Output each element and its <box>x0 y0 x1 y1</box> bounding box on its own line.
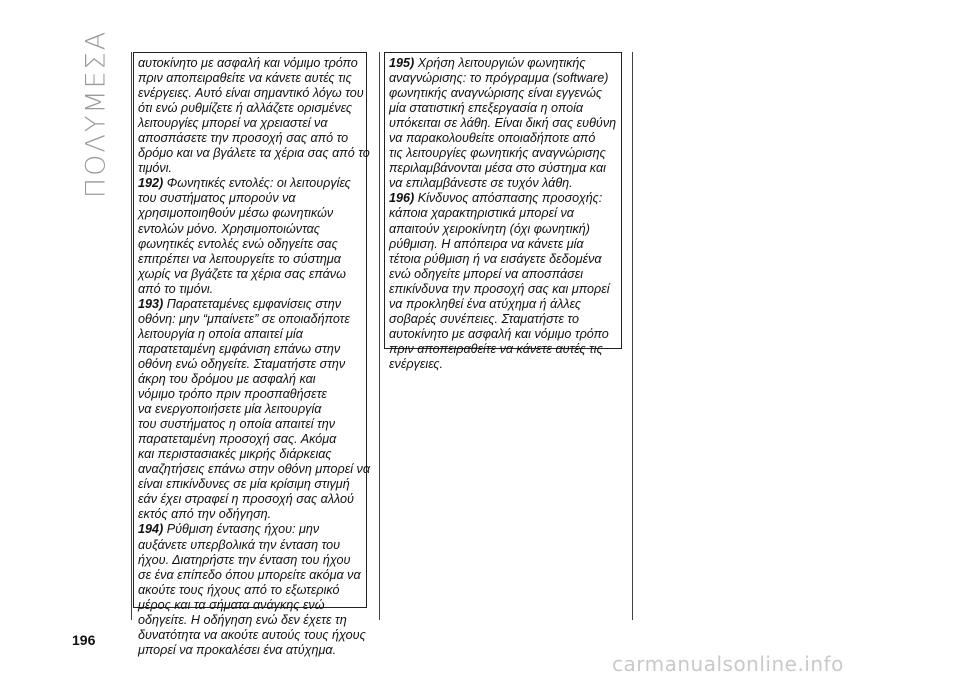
text-line: οθόνη: μην “μπαίνετε” σε οποιαδήποτε <box>138 311 350 326</box>
text-line: δρόμο και να βγάλετε τα χέρια σας από το <box>138 146 370 161</box>
text-line: τιμόνι. <box>138 161 173 176</box>
note-text: Κίνδυνος απόσπασης προσοχής: <box>417 191 603 206</box>
text-line: σε ένα επίπεδο όπου μπορείτε ακόμα να <box>138 567 361 582</box>
text-line: από το τιμόνι. <box>138 281 214 296</box>
warning-note-195 <box>389 56 617 191</box>
note-text: Παρατεταμένες εμφανίσεις στην <box>166 296 342 311</box>
text-line: του συστήματος μπορούν να <box>138 191 296 206</box>
text-line: να ενεργοποιήσετε μία λειτουργία <box>138 402 322 417</box>
column-divider-right <box>632 52 633 620</box>
warning-note-193 <box>138 296 371 523</box>
text-line: σοβαρές συνέπειες. Σταματήστε το <box>389 311 579 326</box>
text-line: οθόνη ενώ οδηγείτε. Σταματήστε στην <box>138 356 346 371</box>
note-number: 194) <box>138 522 164 537</box>
text-line: τέτοια ρύθμιση ή να εισάγετε δεδομένα <box>389 251 602 266</box>
text-line: φωνητικές εντολές ενώ οδηγείτε σας <box>138 236 338 251</box>
text-line: απαιτούν χειροκίνητη (όχι φωνητική) <box>389 221 590 236</box>
note-number: 192) <box>138 176 164 191</box>
text-line: να προκληθεί ένα ατύχημα ή άλλες <box>389 296 581 311</box>
text-line: εκτός από την οδήγηση. <box>138 507 272 522</box>
text-line: πριν αποπειραθείτε να κάνετε αυτές τις <box>389 341 603 356</box>
note-text: Ρύθμιση έντασης ήχου: μην <box>166 522 320 537</box>
warning-note-196 <box>389 191 617 372</box>
text-line: παρατεταμένη εμφάνιση επάνω στην <box>138 341 341 356</box>
warning-note-194 <box>138 522 366 657</box>
warning-note-192 <box>138 176 362 296</box>
note-number: 193) <box>138 296 164 311</box>
intro-paragraph <box>138 56 370 176</box>
text-line: του συστήματος η οποία απαιτεί την <box>138 417 336 432</box>
text-line: εντολών μόνο. Χρησιμοποιώντας <box>138 221 320 236</box>
text-line: οδηγείτε. Η οδήγηση ενώ δεν έχετε τη <box>138 612 347 627</box>
text-line: αναζητήσεις επάνω στην οθόνη μπορεί να <box>138 462 371 477</box>
text-line: χρησιμοποιηθούν μέσω φωνητικών <box>138 206 334 221</box>
note-first-line <box>138 522 362 537</box>
text-line: κάποια χαρακτηριστικά μπορεί να <box>389 206 574 221</box>
text-line: μέρος και τα σήματα ανάγκης ενώ <box>138 597 325 612</box>
note-number: 195) <box>389 56 415 70</box>
warning-box-right <box>384 52 622 371</box>
text-line: εάν έχει στραφεί η προσοχή σας αλλού <box>138 492 354 507</box>
column-divider-middle <box>379 52 380 620</box>
text-line: ενέργειες. Αυτό είναι σημαντικό λόγω του <box>138 86 364 101</box>
warning-box-left <box>133 52 371 657</box>
text-line: και περιστασιακές μικρής διάρκειας <box>138 447 332 462</box>
text-line: φωνητικής αναγνώρισης είναι εγγενώς <box>389 86 603 101</box>
text-line: επιτρέπει να λειτουργείτε το σύστημα <box>138 251 341 266</box>
note-number: 196) <box>389 191 415 206</box>
text-line: αναγνώρισης: το πρόγραμμα (software) <box>389 71 609 86</box>
text-line: αποσπάσετε την προσοχή σας από το <box>138 131 349 146</box>
text-line: αυτοκίνητο με ασφαλή και νόμιμο τρόπο <box>389 326 609 341</box>
note-first-line <box>389 56 617 71</box>
text-line: περιλαμβάνονται μέσα στο σύστημα και <box>389 161 606 176</box>
text-line: να παρακολουθείτε οποιαδήποτε από <box>389 131 596 146</box>
note-first-line <box>138 176 362 191</box>
text-line: ενέργειες. <box>389 356 444 371</box>
text-line: μπορεί να προκαλέσει ένα ατύχημα. <box>138 642 337 657</box>
text-line: ρύθμιση. Η απόπειρα να κάνετε μία <box>389 236 584 251</box>
text-line: ήχου. Διατηρήστε την ένταση του ήχου <box>138 552 351 567</box>
text-line: λειτουργίες μπορεί να χρειαστεί να <box>138 116 328 131</box>
column-divider-left <box>131 52 132 620</box>
text-line: λειτουργία η οποία απαιτεί μία <box>138 326 303 341</box>
text-line: χωρίς να βγάζετε τα χέρια σας επάνω <box>138 266 346 281</box>
text-line: υπόκειται σε λάθη. Είναι δική σας ευθύνη <box>389 116 617 131</box>
text-line: αυξάνετε υπερβολικά την ένταση του <box>138 537 341 552</box>
section-title-vertical <box>76 29 116 199</box>
note-text: Φωνητικές εντολές: οι λειτουργίες <box>166 176 351 191</box>
text-line: επικίνδυνα την προσοχή σας και μπορεί <box>389 281 610 296</box>
text-line: αυτοκίνητο με ασφαλή και νόμιμο τρόπο <box>138 56 358 70</box>
watermark-text: carmanualsonline.info <box>612 652 844 676</box>
text-line: πριν αποπειραθείτε να κάνετε αυτές τις <box>138 71 352 86</box>
text-line: ακούτε τους ήχους από το εξωτερικό <box>138 582 340 597</box>
text-line: άκρη του δρόμου με ασφαλή και <box>138 371 316 386</box>
note-first-line <box>389 191 617 206</box>
text-line: τις λειτουργίες φωνητικής αναγνώρισης <box>389 146 606 161</box>
note-text: Χρήση λειτουργιών φωνητικής <box>417 56 586 70</box>
text-line: να επιλαμβάνεστε σε τυχόν λάθη. <box>389 176 573 191</box>
text-line: ότι ενώ ρυθμίζετε ή αλλάζετε ορισμένες <box>138 101 352 116</box>
text-line: δυνατότητα να ακούτε αυτούς τους ήχους <box>138 627 366 642</box>
section-title-text: ΠΟΛΥΜΕΣΑ <box>80 29 112 199</box>
note-first-line <box>138 297 362 312</box>
text-line: ενώ οδηγείτε μπορεί να αποσπάσει <box>389 266 584 281</box>
text-line: παρατεταμένη προσοχή σας. Ακόμα <box>138 432 337 447</box>
page-number: 196 <box>72 632 96 648</box>
text-line: είναι επικίνδυνες σε μία κρίσιμη στιγμή <box>138 477 350 492</box>
text-line: νόμιμο τρόπο πριν προσπαθήσετε <box>138 387 327 402</box>
text-line: μία στατιστική επεξεργασία η οποία <box>389 101 584 116</box>
